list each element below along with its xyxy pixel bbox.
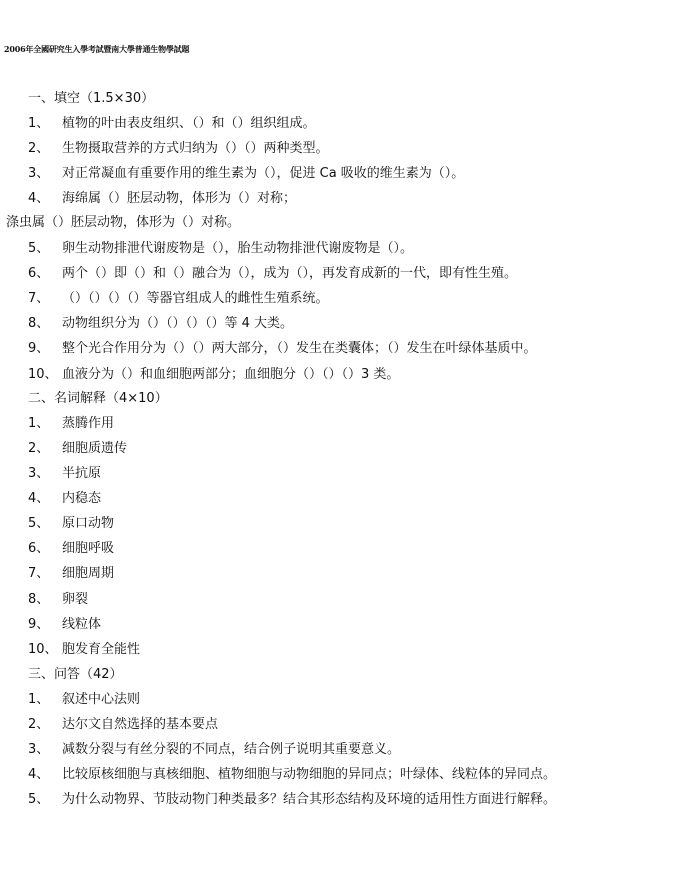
- term-line: [28, 616, 101, 634]
- question-text: 整个光合作用分为（）（）两大部分，（）发生在类囊体；（）发生在叶绿体基质中。: [62, 341, 537, 356]
- question-line: [28, 265, 517, 283]
- answer-question-line: [28, 791, 556, 809]
- question-line: [28, 240, 413, 258]
- question-line: [28, 315, 293, 333]
- answer-question-text: 叙述中心法则: [62, 692, 141, 707]
- term-number: 1、: [28, 416, 50, 431]
- question-number: 1、: [28, 116, 50, 131]
- answer-question-text: 比较原核细胞与真核细胞、植物细胞与动物细胞的异同点；叶绿体、线粒体的异同点。: [62, 767, 557, 782]
- question-number: 3、: [28, 166, 50, 181]
- term-number: 8、: [28, 592, 50, 607]
- term-line: [28, 440, 127, 458]
- term-number: 10、: [28, 642, 58, 657]
- term-text: 半抗原: [62, 466, 102, 481]
- term-line: [28, 565, 114, 583]
- question-number: 8、: [28, 316, 50, 331]
- term-text: 蒸腾作用: [62, 416, 115, 431]
- term-line: [28, 515, 114, 533]
- answer-question-line: [28, 691, 140, 709]
- term-line: [28, 540, 114, 558]
- term-line: [28, 490, 101, 508]
- question-text: 血液分为（）和血细胞两部分；血细胞分（）（）（）3 类。: [62, 367, 400, 382]
- term-number: 5、: [28, 516, 50, 531]
- question-number: 5、: [28, 241, 50, 256]
- question-line: [28, 115, 316, 133]
- question-text: 涤虫属（）胚层动物，体形为（）对称。: [6, 215, 241, 230]
- term-text: 原口动物: [62, 516, 115, 531]
- term-text: 细胞质遗传: [62, 441, 128, 456]
- question-text: 生物摄取营养的方式归纳为（）（）两种类型。: [62, 141, 329, 156]
- question-number: 6、: [28, 266, 50, 281]
- question-line: [28, 340, 537, 358]
- question-text: 两个（）即（）和（）融合为（），成为（），再发育成新的一代，即有性生殖。: [62, 266, 518, 281]
- term-text: 线粒体: [62, 617, 102, 632]
- question-line: [28, 290, 329, 308]
- term-text: 细胞周期: [62, 566, 115, 581]
- term-number: 3、: [28, 466, 50, 481]
- question-number: 4、: [28, 191, 50, 206]
- question-text: 对正常凝血有重要作用的维生素为（），促进 Ca 吸收的维生素为（）。: [62, 166, 465, 181]
- section-heading-questions: 三、问答（42）: [28, 667, 123, 682]
- question-number: 9、: [28, 341, 50, 356]
- term-text: 卵裂: [62, 592, 89, 607]
- question-text: 植物的叶由表皮组织、（）和（）组织组成。: [62, 116, 316, 131]
- section-heading-fill-blank: 一、填空（1.5×30）: [28, 91, 155, 106]
- answer-question-text: 减数分裂与有丝分裂的不同点，结合例子说明其重要意义。: [62, 742, 401, 757]
- term-number: 7、: [28, 566, 50, 581]
- term-line: [28, 591, 88, 609]
- answer-question-number: 3、: [28, 742, 50, 757]
- term-number: 4、: [28, 491, 50, 506]
- question-text: （）（）（）（）等器官组成人的雌性生殖系统。: [62, 291, 329, 306]
- answer-question-text: 达尔文自然选择的基本要点: [62, 717, 219, 732]
- term-number: 2、: [28, 441, 50, 456]
- answer-question-number: 2、: [28, 717, 50, 732]
- answer-question-line: [28, 716, 218, 734]
- question-line: [28, 165, 464, 183]
- term-line: [28, 641, 140, 659]
- question-line-continuation: [6, 214, 240, 232]
- term-line: [28, 415, 114, 433]
- term-text: 细胞呼吸: [62, 541, 115, 556]
- answer-question-line: [28, 766, 556, 784]
- question-line: [28, 366, 399, 384]
- answer-question-number: 5、: [28, 792, 50, 807]
- answer-question-number: 4、: [28, 767, 50, 782]
- question-line: [28, 140, 329, 158]
- question-text: 卵生动物排泄代谢废物是（），胎生动物排泄代谢废物是（）。: [62, 241, 414, 256]
- answer-question-number: 1、: [28, 692, 50, 707]
- answer-question-line: [28, 741, 400, 759]
- exam-title: 2006年全國研究生入學考試暨南大學普通生物學試題: [4, 44, 190, 54]
- term-line: [28, 465, 101, 483]
- question-number: 10、: [28, 367, 58, 382]
- answer-question-text: 为什么动物界、节肢动物门种类最多？结合其形态结构及环境的适用性方面进行解释。: [62, 792, 557, 807]
- term-text: 胞发育全能性: [62, 642, 141, 657]
- question-number: 2、: [28, 141, 50, 156]
- question-text: 动物组织分为（）（）（）（）等 4 大类。: [62, 316, 294, 331]
- section-heading-terms: 二、名词解释（4×10）: [28, 391, 168, 406]
- question-number: 7、: [28, 291, 50, 306]
- question-text: 海绵属（）胚层动物，体形为（）对称；: [62, 191, 297, 206]
- term-number: 9、: [28, 617, 50, 632]
- term-text: 内稳态: [62, 491, 102, 506]
- question-line: [28, 190, 296, 208]
- term-number: 6、: [28, 541, 50, 556]
